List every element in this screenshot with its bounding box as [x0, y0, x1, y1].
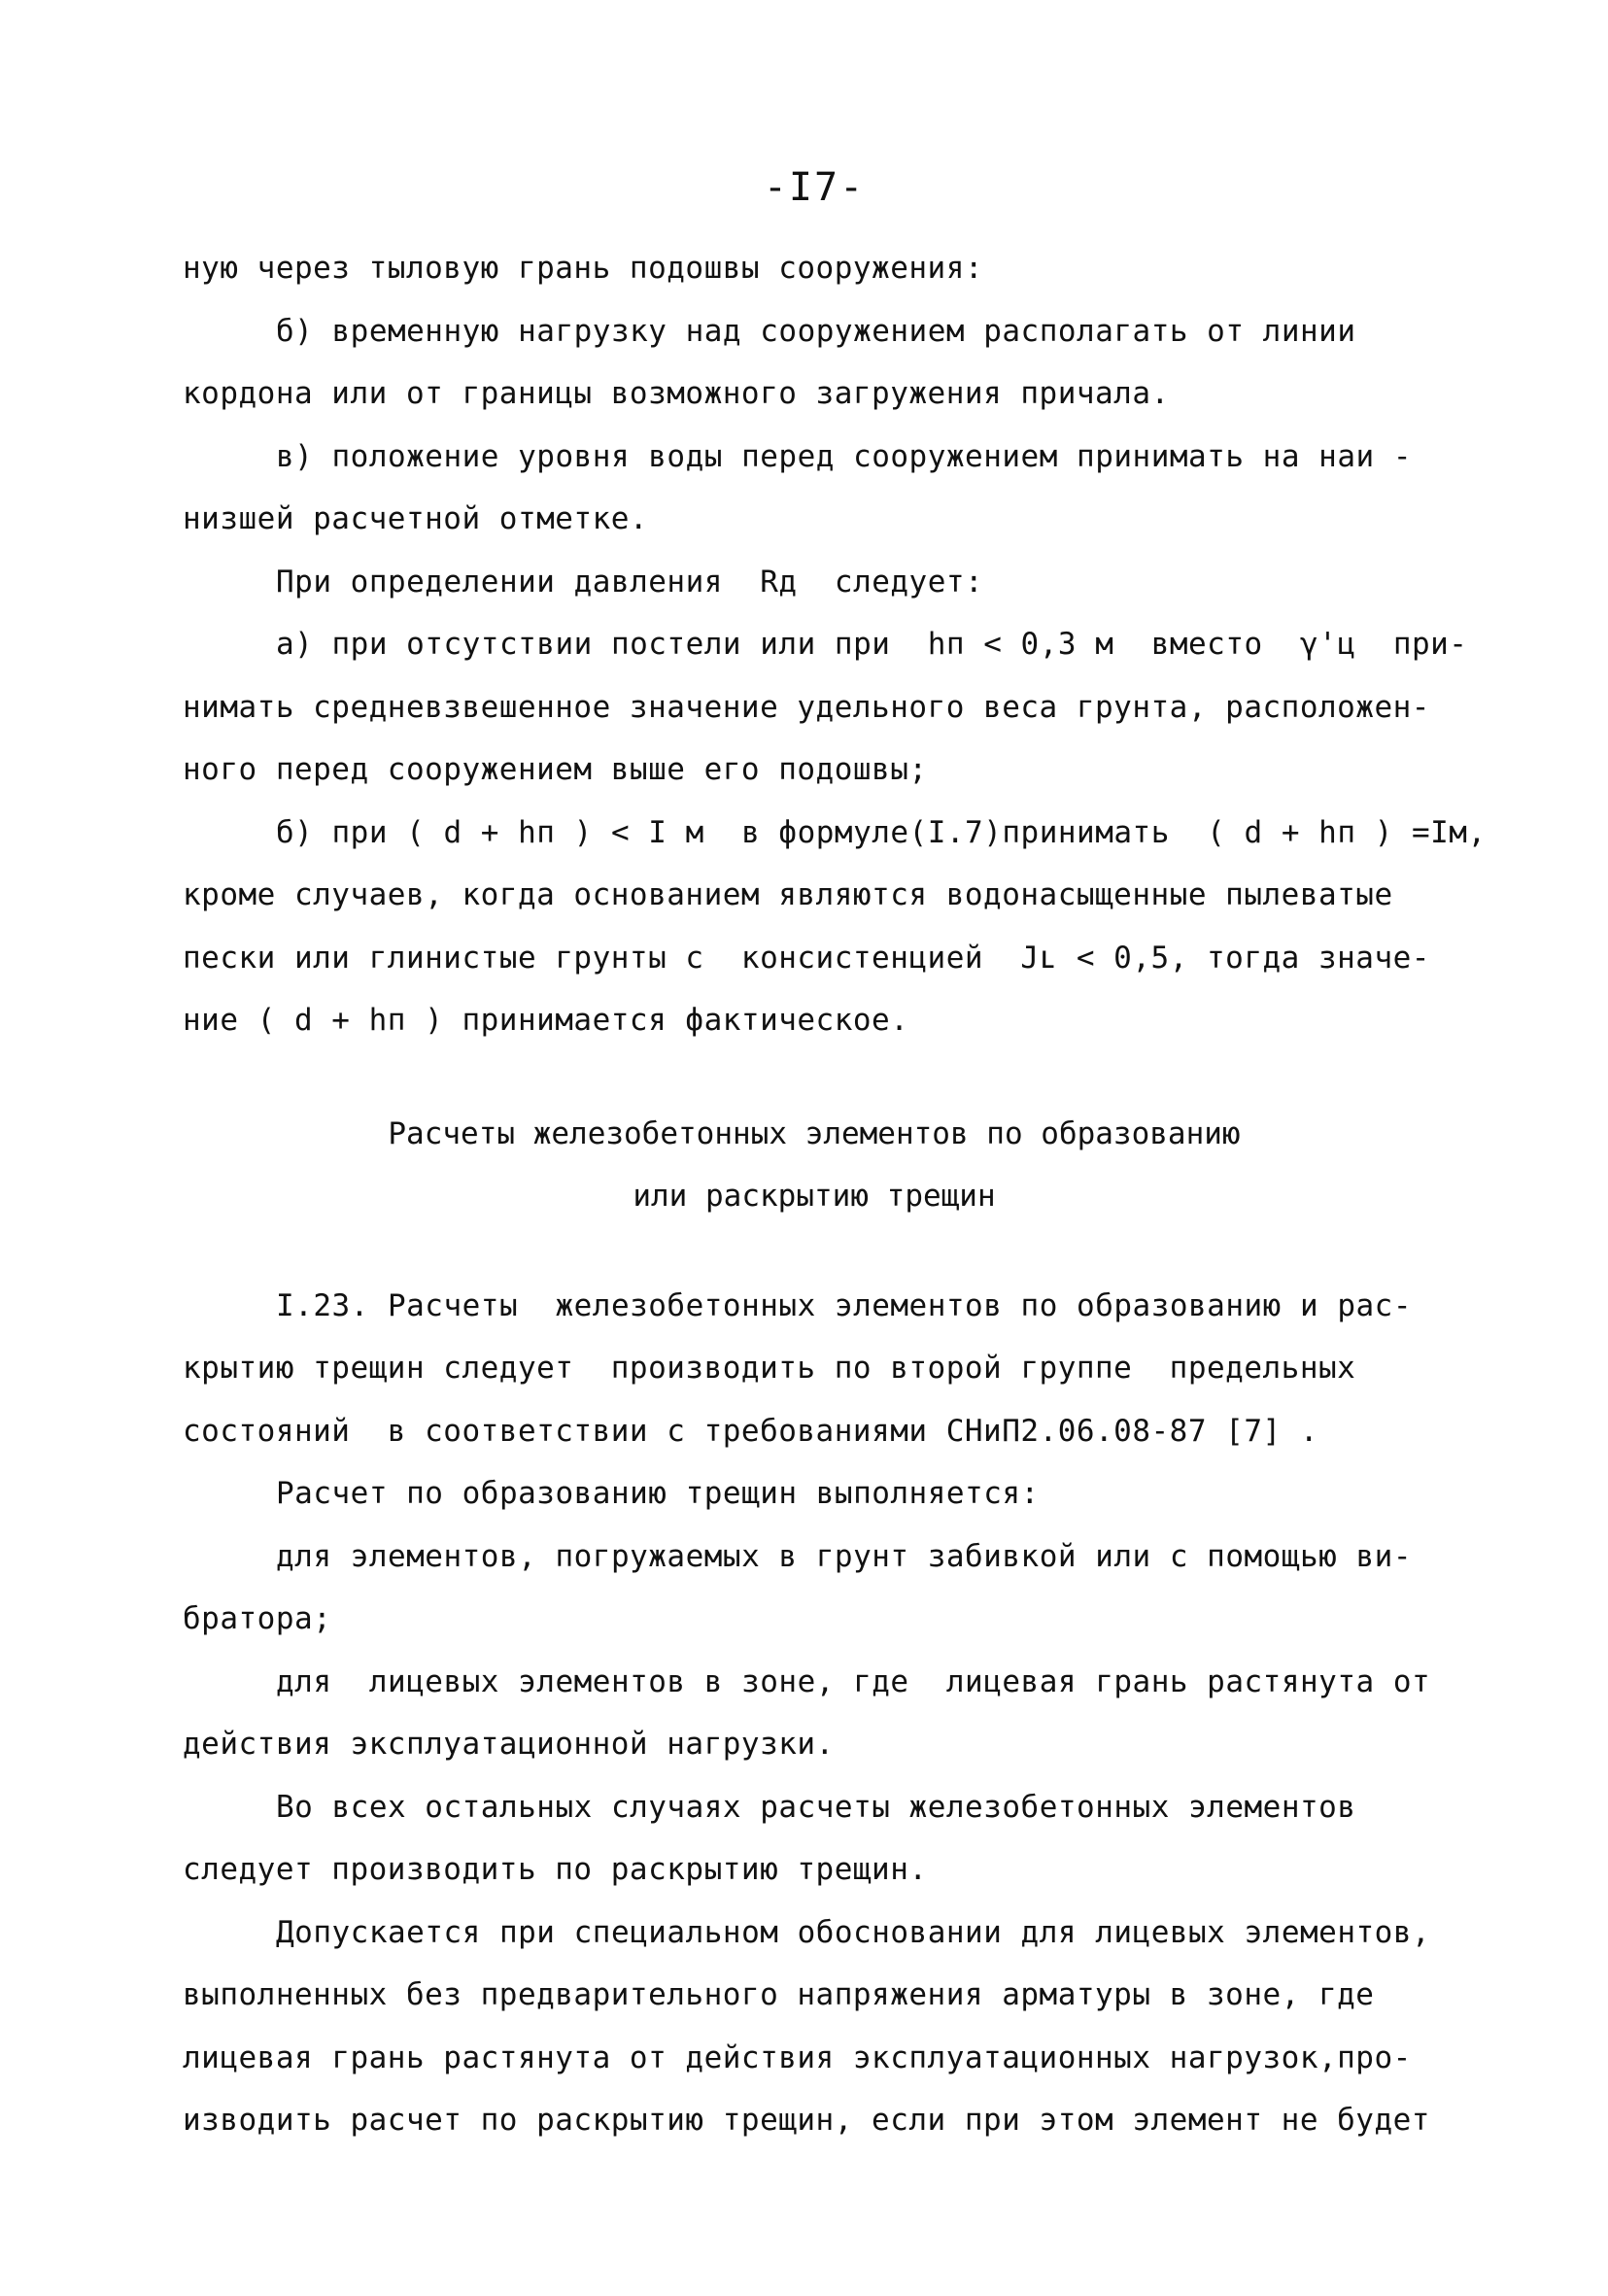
- text-line: изводить расчет по раскрытию трещин, если при этом элемент не будет: [183, 2103, 1430, 2138]
- section-heading: [183, 1103, 1446, 1228]
- text-line: для элементов, погружаемых в грунт забивкой или с помощью ви-: [276, 1538, 1412, 1574]
- paragraph-block-1: [183, 237, 1487, 1052]
- text-line: крытию трещин следует производить по второй группе предельных: [183, 1351, 1356, 1386]
- text-line: ного перед сооружением выше его подошвы;: [183, 752, 928, 787]
- text-line: кроме случаев, когда основанием являются водонасыщенные пылеватые: [183, 877, 1393, 912]
- text-line: действия эксплуатационной нагрузки.: [183, 1727, 835, 1762]
- text-line: ную через тыловую грань подошвы сооружения:: [183, 251, 984, 286]
- text-line: ние ( d + hп ) принимается фактическое.: [183, 1003, 909, 1038]
- text-line: При определении давления Rд следует:: [276, 564, 984, 600]
- text-line: кордона или от границы возможного загружения причала.: [183, 376, 1170, 411]
- section-heading-line: или раскрытию трещин: [633, 1179, 996, 1214]
- text-line: нимать средневзвешенное значение удельного веса грунта, расположен-: [183, 689, 1430, 725]
- text-line: б) временную нагрузку над сооружением располагать от линии: [276, 313, 1356, 349]
- text-line: в) положение уровня воды перед сооружением принимать на наи -: [276, 438, 1412, 474]
- text-line: выполненных без предварительного напряжения арматуры в зоне, где: [183, 1977, 1375, 2012]
- section-heading-line: Расчеты железобетонных элементов по образованию: [388, 1115, 1241, 1151]
- text-line: Расчет по образованию трещин выполняется:: [276, 1476, 1040, 1511]
- text-line: а) при отсутствии постели или при hп < 0,3 м вместо γ'ц при-: [276, 627, 1468, 662]
- page-number: -I7-: [763, 165, 866, 210]
- document-page: [183, 165, 1487, 2152]
- paragraph-block-2: [183, 1275, 1446, 2152]
- text-line: Допускается при специальном обосновании для лицевых элементов,: [276, 1914, 1431, 1950]
- text-line: состояний в соответствии с требованиями СНиП2.06.08-87 [7] .: [183, 1413, 1318, 1449]
- text-line: низшей расчетной отметке.: [183, 501, 649, 536]
- text-line: следует производить по раскрытию трещин.: [183, 1852, 928, 1887]
- text-line: I.23. Расчеты железобетонных элементов по образованию и рас-: [276, 1287, 1412, 1323]
- text-line: для лицевых элементов в зоне, где лицевая грань растянута от: [276, 1663, 1431, 1699]
- text-line: пески или глинистые грунты с консистенцией Jʟ < 0,5, тогда значе-: [183, 940, 1430, 976]
- text-line: лицевая грань растянута от действия эксплуатационных нагрузок,про-: [183, 2039, 1412, 2075]
- text-line: Во всех остальных случаях расчеты железобетонных элементов: [276, 1789, 1356, 1825]
- text-line: б) при ( d + hп ) < I м в формуле(I.7)принимать ( d + hп ) =Iм,: [276, 814, 1487, 850]
- text-line: братора;: [183, 1601, 332, 1636]
